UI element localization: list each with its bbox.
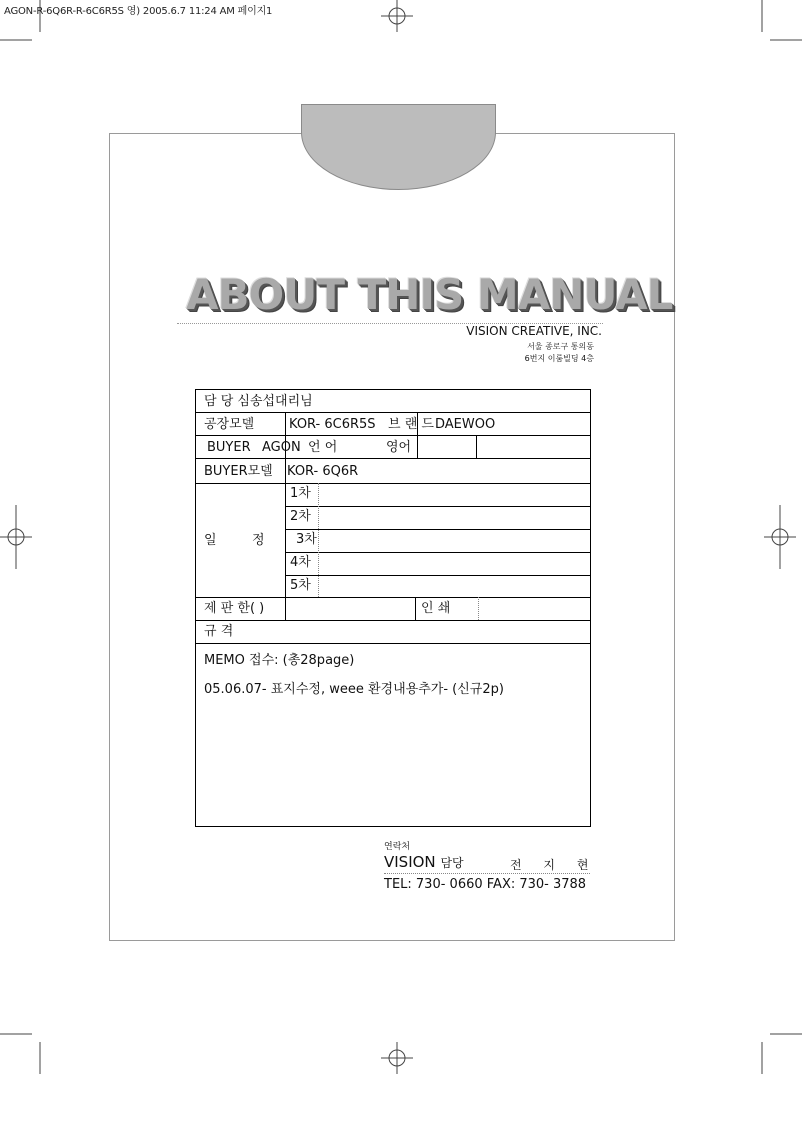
form-rule	[476, 435, 477, 458]
form-rule	[196, 597, 590, 598]
form-rule	[415, 597, 416, 620]
contact-company-name: VISION	[384, 853, 436, 871]
form-rule	[196, 620, 590, 621]
company-address-line2: 6번지 이룸빌딩 4층	[524, 354, 594, 363]
contact-role: 담당	[440, 856, 464, 870]
language-value: 영어	[386, 440, 412, 455]
form-rule	[285, 506, 590, 507]
contact-company	[384, 853, 464, 871]
form-rule	[196, 483, 590, 484]
round-1: 1차	[290, 486, 311, 501]
factory-model-label: 공장모델	[204, 417, 255, 432]
spec-form	[195, 389, 591, 827]
company-address-line1: 서울 종로구 통의동	[527, 342, 594, 351]
contact-person: 전 지 현	[510, 858, 598, 872]
brand-value: DAEWOO	[435, 417, 496, 432]
manager-field: 담 당 심송섭대리님	[204, 394, 313, 409]
contact-divider	[384, 873, 590, 874]
form-rule	[285, 529, 590, 530]
buyer-label: BUYER	[207, 440, 251, 455]
factory-model-value: KOR- 6C6R5S	[289, 417, 376, 432]
round-4: 4차	[290, 555, 311, 570]
contact-phone: TEL: 730- 0660 FAX: 730- 3788	[384, 877, 587, 892]
edition-label: 제 판 한( )	[204, 601, 265, 616]
memo-line-1: MEMO 접수: (총28page)	[204, 653, 355, 668]
buyer-value: AGON	[262, 440, 301, 455]
round-5: 5차	[290, 578, 311, 593]
round-3: 3차	[296, 532, 317, 547]
brand-label: 브 랜 드	[388, 417, 434, 432]
form-rule	[196, 458, 590, 459]
print-slug: AGON-R-6Q6R-R-6C6R5S 영) 2005.6.7 11:24 AM 페이지1	[4, 6, 273, 17]
form-rule	[318, 483, 319, 597]
buyer-model-label: BUYER모델	[204, 464, 273, 479]
form-rule	[478, 597, 479, 620]
contact-label: 연락처	[384, 842, 411, 852]
form-rule	[285, 575, 590, 576]
language-label: 언 어	[308, 440, 338, 455]
page-title: ABOUT THIS MANUAL	[186, 270, 673, 319]
form-rule	[196, 435, 590, 436]
memo-line-2: 05.06.07- 표지수정, weee 환경내용추가- (신규2p)	[204, 682, 504, 697]
company-name: VISION CREATIVE, INC.	[466, 324, 602, 338]
round-2: 2차	[290, 509, 311, 524]
schedule-label-1: 일	[204, 533, 217, 548]
schedule-label-2: 정	[252, 533, 265, 548]
form-rule	[196, 643, 590, 644]
form-rule	[285, 552, 590, 553]
print-label: 인 쇄	[421, 601, 451, 616]
buyer-model-value: KOR- 6Q6R	[287, 464, 359, 479]
spec-label: 규 격	[204, 624, 234, 639]
form-rule	[196, 412, 590, 413]
